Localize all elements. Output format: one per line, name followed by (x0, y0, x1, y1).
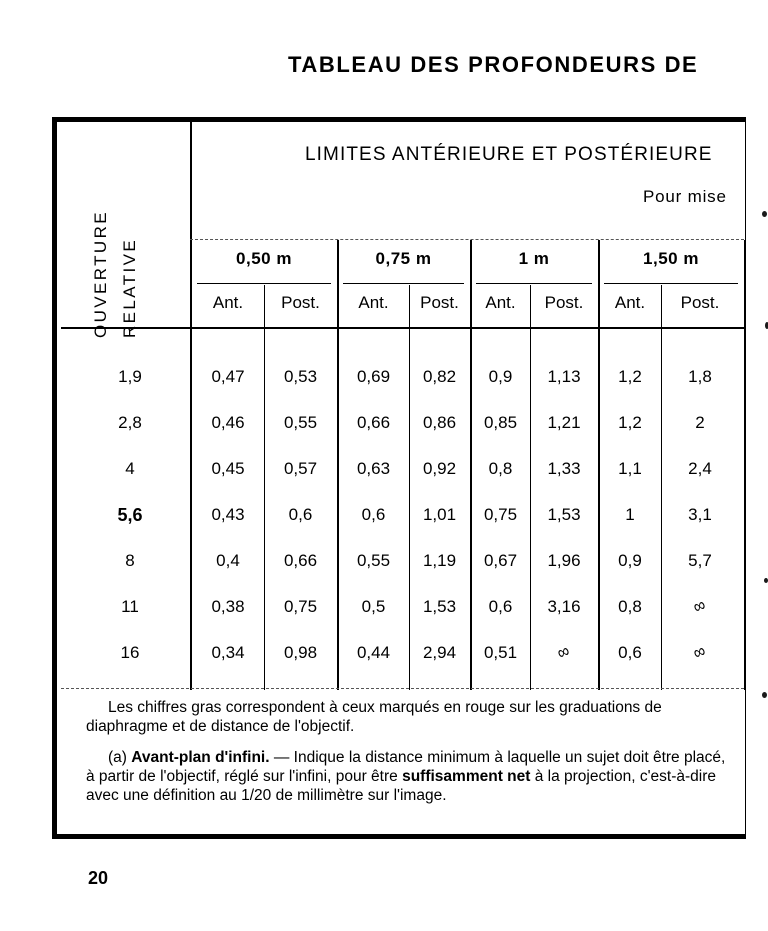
table-cell: 1,19 (422, 551, 457, 570)
table-cell: 1,33 (547, 459, 581, 478)
table-cell: 0,67 (483, 551, 518, 570)
aperture-label: 1,9 (118, 367, 142, 386)
aperture-label: 4 (125, 459, 135, 478)
rule-under-group-1 (343, 283, 464, 284)
table-cell: 1,1 (618, 459, 642, 478)
scan-speck (762, 692, 767, 698)
table-cell: 0,45 (211, 459, 245, 478)
table-cell (662, 594, 738, 620)
sub-header: Pour mise (643, 187, 727, 206)
table-cell: 2,94 (422, 643, 457, 662)
footnote-2-part1: — Indique la distance minimum à laquelle un sujet doit être placé, à partir de l'objectif, réglé sur l'infini, pour être (86, 749, 726, 785)
row-label-header-line2: RELATIVE (120, 237, 139, 338)
table-cell: 0,47 (211, 367, 245, 386)
table-cell: 2 (695, 413, 705, 432)
table-cell: 1,96 (547, 551, 581, 570)
table-cell: 0,6 (618, 643, 642, 662)
aperture-label: 2,8 (118, 413, 142, 432)
span-header: LIMITES ANTÉRIEURE ET POSTÉRIEURE (305, 144, 713, 165)
table-cell: 0,8 (488, 459, 513, 478)
table-cell: 0,98 (283, 643, 318, 662)
table-cell: 0,55 (283, 413, 318, 432)
aperture-label: 5,6 (117, 505, 143, 525)
row-label-header-cell (57, 122, 190, 338)
column-rule-right (744, 240, 745, 690)
column-rule-g2-sub (409, 285, 410, 690)
table-cell: 0,6 (361, 505, 386, 524)
table-cell: 1,21 (547, 413, 581, 432)
distance-group-0: 0,50 m (236, 249, 292, 268)
table-cell: 0,85 (483, 413, 518, 432)
footnote-1 (86, 698, 736, 736)
table-cell: 0,46 (211, 413, 245, 432)
table-cell: 0,6 (488, 597, 513, 616)
table-cell: 0,4 (216, 551, 240, 570)
table-cell: 0,6 (288, 505, 313, 524)
table-cell: 0,69 (356, 367, 391, 386)
sub-column-5: Post. (544, 293, 584, 312)
row-label-header-line1: OUVERTURE (91, 209, 110, 338)
sub-column-6: Ant. (614, 293, 646, 312)
table-cell: 0,34 (211, 643, 245, 662)
footnote-2-part2: à la projection, c'est-à-dire avec une définition au 1/20 de millimètre sur l'image. (86, 768, 717, 804)
column-rule-g1-sub (264, 285, 265, 690)
sub-column-0: Ant. (212, 293, 244, 312)
infinity-icon: ∞ (690, 594, 710, 619)
table-cell (531, 640, 597, 666)
table-cell: 0,75 (483, 505, 518, 524)
table-cell: 0,53 (283, 367, 318, 386)
aperture-label: 16 (120, 643, 140, 662)
infinity-icon: ∞ (554, 640, 574, 665)
footnote-2-emphasis: suffisamment net (402, 768, 531, 785)
table-cell: 0,9 (618, 551, 642, 570)
footnote-2-lead: Avant-plan d'infini. (131, 749, 270, 766)
footnotes (86, 698, 736, 805)
table-cell: 0,92 (422, 459, 457, 478)
table-cell: 1,2 (618, 413, 642, 432)
scan-speck (762, 211, 767, 217)
footnote-1-text: Les chiffres gras correspondent à ceux marqués en rouge sur les graduations de diaphragme et de distance de l'objectif. (86, 699, 662, 735)
table-cell: 1,53 (547, 505, 581, 524)
aperture-label: 11 (121, 597, 139, 616)
column-rule-g4-sub (661, 285, 662, 690)
table-cell: 0,66 (283, 551, 318, 570)
table-cell: 0,5 (361, 597, 386, 616)
page-title: TABLEAU DES PROFONDEURS DE (288, 52, 699, 77)
table-cell: 1,8 (688, 367, 712, 386)
sub-column-7: Post. (680, 293, 720, 312)
column-rule-left-label (190, 122, 192, 690)
infinity-icon: ∞ (690, 640, 710, 665)
rule-under-group-3 (604, 283, 738, 284)
rule-under-pourmise (190, 239, 744, 241)
distance-group-2: 1 m (518, 249, 550, 268)
table-cell: 2,4 (688, 459, 712, 478)
distance-group-3: 1,50 m (643, 249, 699, 268)
sub-column-4: Ant. (485, 293, 516, 312)
rule-body-bottom (61, 688, 744, 690)
page-number: 20 (88, 868, 109, 888)
table-cell: 0,55 (356, 551, 391, 570)
table-cell: 0,82 (422, 367, 457, 386)
rule-under-group-2 (476, 283, 592, 284)
table-cell: 0,66 (356, 413, 391, 432)
table-cell: 0,57 (283, 459, 318, 478)
distance-group-1: 0,75 m (375, 249, 432, 268)
table-cell: 0,51 (483, 643, 518, 662)
rule-header-body-separator (61, 327, 744, 329)
rule-under-group-0 (197, 283, 331, 284)
table-cell: 1,01 (422, 505, 457, 524)
footnote-2 (86, 748, 736, 805)
column-rule-g3-sub (530, 285, 531, 690)
table-cell: 0,75 (283, 597, 318, 616)
sub-column-3: Post. (420, 293, 459, 312)
table-cell: 3,16 (547, 597, 581, 616)
aperture-label: 8 (125, 551, 135, 570)
table-cell: 1,2 (618, 367, 642, 386)
table-cell: 0,8 (618, 597, 642, 616)
table-cell: 0,38 (211, 597, 245, 616)
table-cell: 0,63 (356, 459, 391, 478)
sub-column-1: Post. (281, 293, 320, 312)
scan-speck (764, 578, 768, 583)
table-cell: 1 (625, 505, 635, 524)
table-cell: 0,86 (422, 413, 457, 432)
sub-column-2: Ant. (358, 293, 389, 312)
table-cell: 1,53 (422, 597, 457, 616)
table-cell: 1,13 (547, 367, 581, 386)
table-cell: 5,7 (688, 551, 712, 570)
table-cell: 0,44 (356, 643, 391, 662)
table-cell (662, 640, 738, 666)
table-cell: 0,43 (211, 505, 245, 524)
footnote-2-marker: (a) (108, 749, 132, 766)
table-cell: 3,1 (688, 505, 712, 524)
table-cell: 0,9 (488, 367, 513, 386)
